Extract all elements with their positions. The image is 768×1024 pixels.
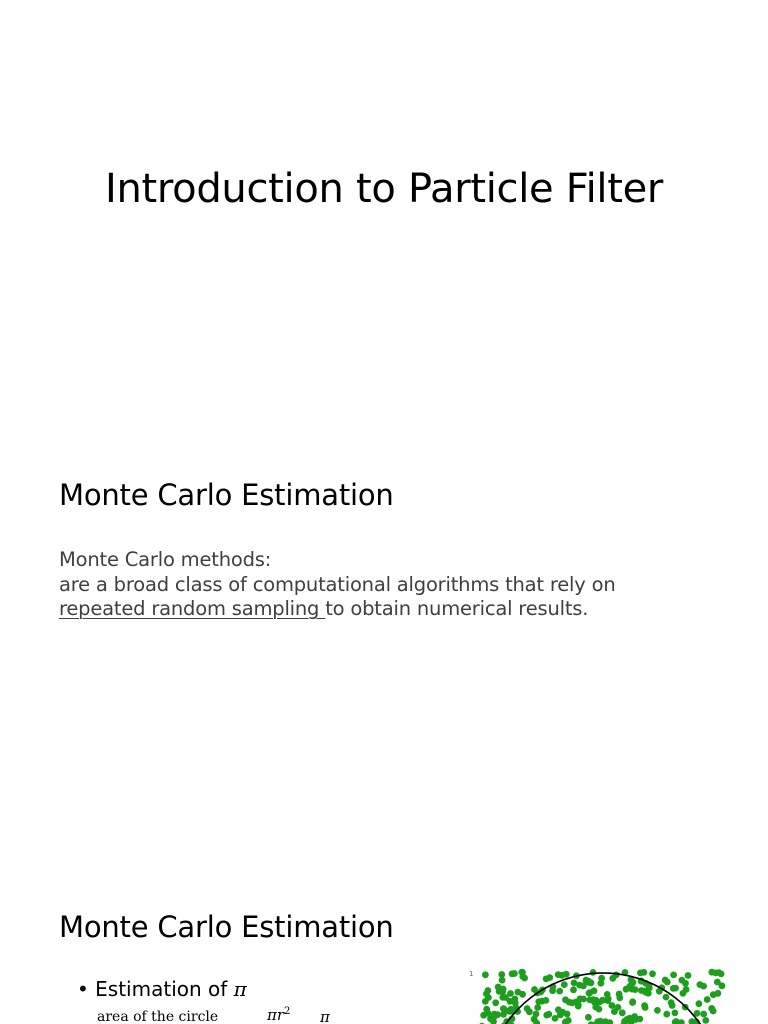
axis-tick-label: 1	[469, 970, 474, 978]
sample-point	[615, 1004, 622, 1011]
repeated-random-sampling-link[interactable]: repeated random sampling	[59, 597, 326, 620]
sample-point	[689, 1018, 696, 1024]
sample-point	[586, 990, 593, 997]
sample-point	[641, 969, 648, 976]
definition-line-2: are a broad class of computational algorithms that rely on	[59, 572, 616, 596]
bullet-estimation-of-pi	[77, 977, 247, 1001]
sample-point	[491, 1011, 498, 1018]
sample-point	[519, 969, 526, 976]
sample-point	[565, 1017, 572, 1024]
sample-point	[482, 971, 489, 978]
sample-point	[715, 990, 722, 997]
sample-point	[545, 1011, 552, 1018]
sample-point	[632, 1016, 639, 1023]
sample-point	[663, 1011, 670, 1018]
sample-point	[575, 1001, 582, 1008]
sample-point	[546, 974, 553, 981]
sample-point	[629, 986, 636, 993]
sample-point	[561, 981, 568, 988]
formula-pi: π	[320, 1008, 330, 1024]
formula-area-label: area of the circle	[97, 1009, 219, 1024]
sample-point	[679, 977, 686, 984]
sample-point	[619, 1009, 626, 1016]
sample-point	[642, 1004, 649, 1011]
sample-point	[604, 991, 611, 998]
sample-point	[533, 1011, 540, 1018]
sample-point	[649, 970, 656, 977]
definition-line-3	[59, 597, 739, 622]
sample-point	[704, 996, 711, 1003]
formula-pi-r-squared	[267, 1006, 290, 1024]
formula-pi-r: πr	[267, 1006, 285, 1024]
sample-point	[485, 994, 492, 1001]
presentation-title: Introduction to Particle Filter	[104, 166, 664, 212]
sample-point	[535, 998, 542, 1005]
sample-point	[512, 1000, 519, 1007]
sample-point	[702, 1017, 709, 1024]
title-slide	[0, 0, 768, 433]
sample-point	[526, 1008, 533, 1015]
sample-point	[555, 1006, 562, 1013]
sample-point	[680, 990, 687, 997]
monte-carlo-scatter-plot	[466, 966, 728, 1024]
sample-point	[549, 987, 556, 994]
sample-point	[696, 1000, 703, 1007]
sample-point	[654, 1007, 661, 1014]
sample-point	[670, 972, 677, 979]
slide-heading: Monte Carlo Estimation	[59, 478, 394, 512]
sample-point	[672, 1010, 679, 1017]
sample-point	[592, 1004, 599, 1011]
sample-point	[495, 984, 502, 991]
sample-point	[609, 975, 616, 982]
definition-line-3-rest: to obtain numerical results.	[325, 597, 589, 620]
sample-point	[590, 969, 597, 976]
sample-point	[585, 1014, 592, 1021]
sample-point	[492, 999, 499, 1006]
sample-point	[598, 980, 605, 987]
sample-point	[583, 977, 590, 984]
sample-point	[629, 999, 636, 1006]
sample-point	[519, 991, 526, 998]
sample-point	[502, 1007, 509, 1014]
bullet-text: Estimation of	[95, 977, 234, 1001]
sample-point	[580, 996, 587, 1003]
sample-point	[672, 985, 679, 992]
sample-point	[485, 1010, 492, 1017]
sample-point	[616, 991, 623, 998]
pi-symbol: π	[233, 977, 247, 1001]
sample-point	[556, 988, 563, 995]
sample-point	[509, 970, 516, 977]
monte-carlo-definition-slide	[0, 433, 768, 866]
sample-point	[714, 979, 721, 986]
sample-point	[531, 986, 538, 993]
sample-point	[563, 971, 570, 978]
sample-point	[664, 979, 671, 986]
sample-point	[570, 986, 577, 993]
sample-point	[590, 996, 597, 1003]
sample-point	[685, 972, 692, 979]
bullet-marker: •	[77, 977, 89, 1001]
sample-point	[663, 994, 670, 1001]
sample-point	[571, 980, 578, 987]
sample-points	[479, 969, 726, 1024]
definition-text	[59, 548, 739, 622]
sample-point	[700, 1011, 707, 1018]
sample-point	[552, 1015, 559, 1022]
sample-point	[534, 1004, 541, 1011]
sample-point	[708, 1005, 715, 1012]
sample-point	[669, 1002, 676, 1009]
sample-point	[507, 990, 514, 997]
pi-estimation-slide	[0, 866, 768, 1024]
sample-point	[499, 977, 506, 984]
sample-point	[700, 983, 707, 990]
sample-point	[718, 971, 725, 978]
definition-line-1: Monte Carlo methods:	[59, 548, 272, 571]
formula-exponent: 2	[284, 1006, 291, 1017]
sample-point	[569, 999, 576, 1006]
slide-heading: Monte Carlo Estimation	[59, 910, 394, 944]
